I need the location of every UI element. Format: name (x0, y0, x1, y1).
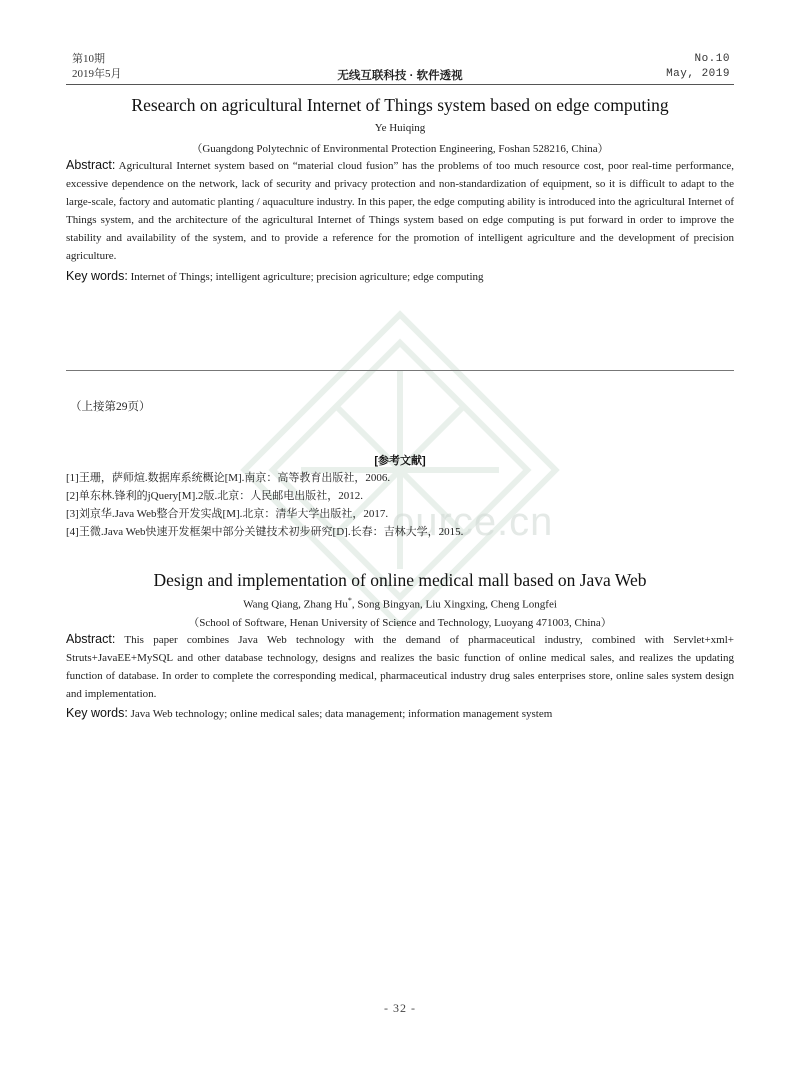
authors-first: Wang Qiang, Zhang Hu (243, 598, 348, 611)
abstract-text: Agricultural Internet system based on “material cloud fusion” has the problems of too much resource cost, poor real-time performance, excessive dependence on the network, lack of security and privacy protection and non-standardization of equipment, so it is difficult to adapt to the large-scale, factory and automatic planting / aquaculture industry. In this paper, the edge computing ability is introduced into the agricultural Internet of Things system, and the architecture of the agricultural Internet of Things system based on edge computing is put forward in order to improve the stability and availability of the system, and to provide a reference for the promotion of intelligent agriculture and the development of precision agriculture. (66, 160, 734, 262)
abstract-label: Abstract: (66, 632, 116, 646)
abstract-label: Abstract: (66, 158, 116, 172)
continued-note: （上接第29页） (70, 401, 151, 413)
abstract-text: This paper combines Java Web technology with the demand of pharmaceutical industry, combined with Servlet+xml+ Struts+JavaEE+MySQL and other database technology, designs and realizes the basic function of online medical sales, and realizes the updating function of database. In order to complete the corresponding medical, pharmaceutical industry drug sales enterprises store, online sales system design and implementation. (66, 634, 734, 700)
authors-rest: , Song Bingyan, Liu Xingxing, Cheng Longfei (351, 598, 557, 611)
issue-number-cn: 第10期 (72, 53, 105, 65)
journal-name: 无线互联科技 · 软件透视 (337, 70, 463, 82)
keywords-label: Key words: (66, 706, 128, 720)
article2-abstract (66, 630, 734, 703)
reference-item: [3]刘京华.Java Web整合开发实战[M].北京：清华大学出版社，2017. (66, 508, 389, 520)
reference-item: [1]王珊，萨师煊.数据库系统概论[M].南京：高等教育出版社，2006. (66, 472, 391, 484)
article2-authors (0, 596, 800, 611)
keywords-text: Java Web technology; online medical sales; data management; information management system (130, 708, 553, 720)
page-number: - 32 - (384, 1001, 416, 1015)
article2-keywords (66, 704, 734, 723)
article1-keywords (66, 267, 734, 286)
issue-number-en: No.10 (694, 53, 730, 65)
article2-affiliation: （School of Software, Henan University of Science and Technology, Luoyang 471003, China） (188, 617, 612, 629)
article1-title: Research on agricultural Internet of Things system based on edge computing (131, 95, 669, 115)
article1-author: Ye Huiqing (374, 122, 426, 134)
section-divider (66, 370, 734, 371)
references-heading: [参考文献] (374, 455, 426, 467)
reference-item: [2]单东林.锋利的jQuery[M].2版.北京：人民邮电出版社，2012. (66, 490, 363, 502)
header-right (666, 52, 730, 82)
keywords-text: Internet of Things; intelligent agriculture; precision agriculture; edge computing (130, 271, 484, 283)
watermark-text: ource.cn (392, 500, 554, 544)
references-list (66, 469, 463, 541)
article1-abstract (66, 156, 734, 265)
article1-affiliation: （Guangdong Polytechnic of Environmental Protection Engineering, Foshan 528216, China） (191, 143, 609, 155)
header-rule (66, 84, 734, 85)
article2-title: Design and implementation of online medical mall based on Java Web (153, 570, 647, 590)
reference-item: [4]王微.Java Web快速开发框架中部分关键技术初步研究[D].长春：吉林大学，2015. (66, 526, 464, 538)
keywords-label: Key words: (66, 269, 128, 283)
corresponding-author-mark: * (347, 596, 352, 605)
issue-date-en: May, 2019 (666, 68, 730, 80)
issue-date-cn: 2019年5月 (72, 68, 122, 80)
